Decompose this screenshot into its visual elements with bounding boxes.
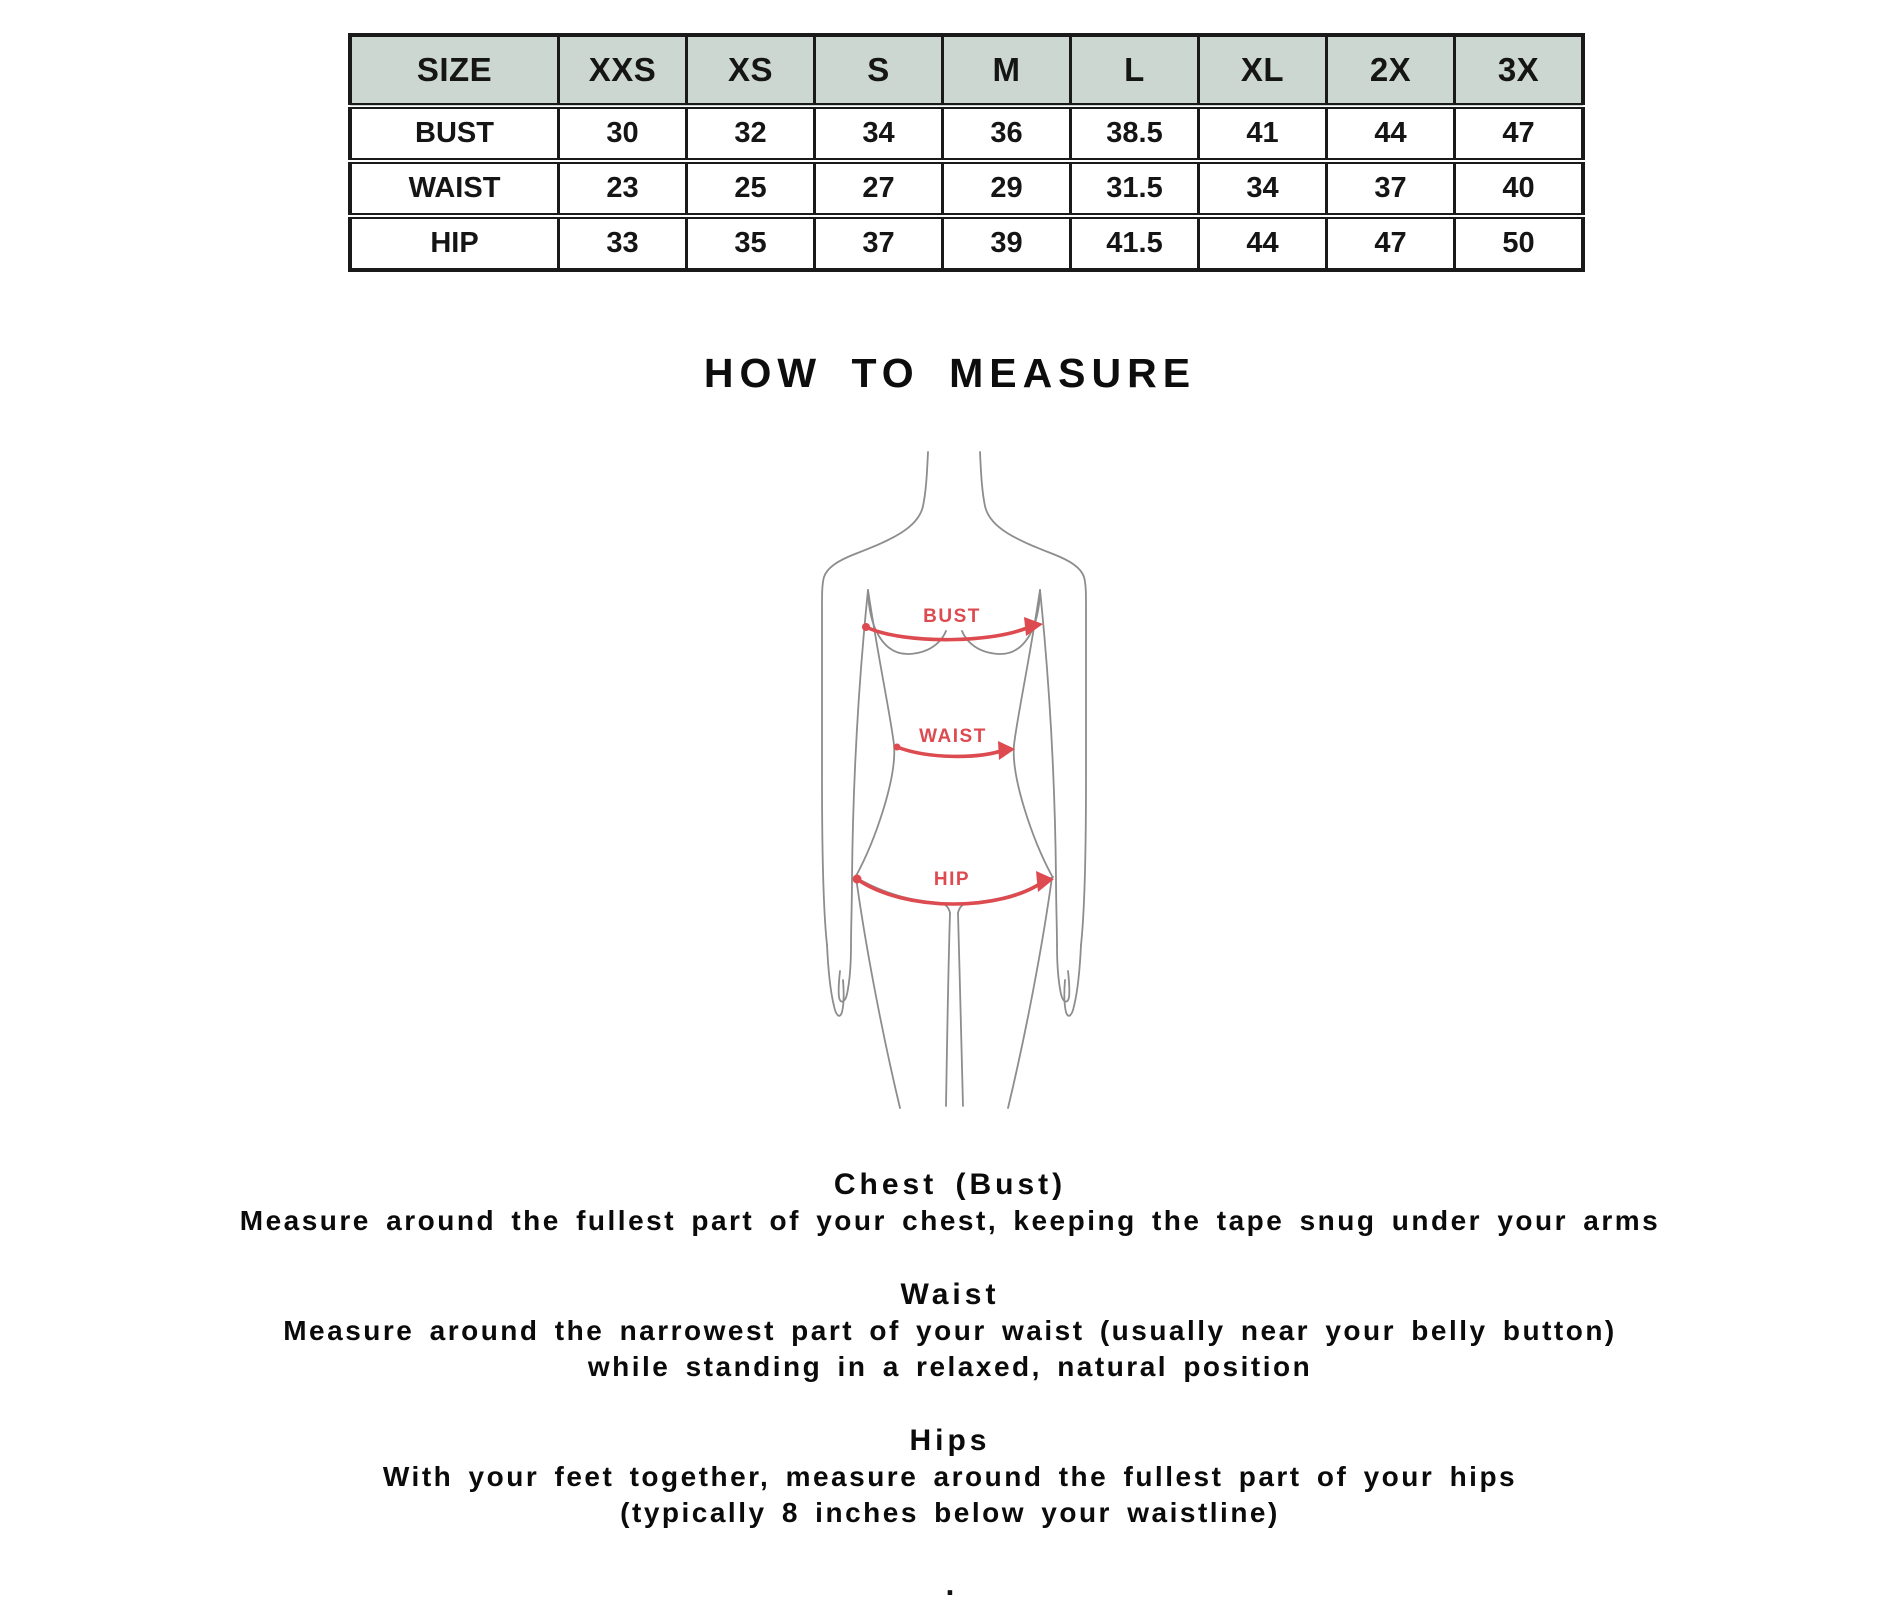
right-outer-leg: [1008, 877, 1052, 1108]
size-column-header: 3X: [1455, 35, 1584, 106]
waist-measure-arrow: [897, 747, 1004, 756]
right-torso-side: [1014, 590, 1052, 876]
footer-dot: .: [945, 1566, 955, 1600]
measurement-value-cell: 40: [1455, 161, 1584, 216]
measurement-value-cell: 35: [687, 216, 815, 270]
measurement-value-cell: 41: [1199, 106, 1327, 161]
measurement-value-cell: 39: [943, 216, 1071, 270]
table-row: [350, 216, 1583, 270]
measurement-value-cell: 29: [943, 161, 1071, 216]
right-inner-arm: [1040, 590, 1057, 945]
outline-left-neck-arm: [822, 452, 928, 945]
measurement-value-cell: 27: [815, 161, 943, 216]
size-column-header: XXS: [559, 35, 687, 106]
row-label-cell: WAIST: [350, 161, 559, 216]
how-to-measure-heading: HOW TO MEASURE: [703, 350, 1197, 396]
table-row: [350, 106, 1583, 161]
body-figure: [752, 448, 1152, 1148]
size-column-header: XS: [687, 35, 815, 106]
bust-arrow-dot: [862, 623, 870, 631]
header-row: [350, 35, 1583, 106]
row-label-cell: HIP: [350, 216, 559, 270]
section-text-line: while standing in a relaxed, natural position: [587, 1351, 1313, 1382]
size-column-header: L: [1071, 35, 1199, 106]
measurement-value-cell: 44: [1199, 216, 1327, 270]
measurement-value-cell: 41.5: [1071, 216, 1199, 270]
size-column-header: S: [815, 35, 943, 106]
measurement-value-cell: 36: [943, 106, 1071, 161]
section-title: Waist: [900, 1278, 1000, 1311]
size-column-header: 2X: [1327, 35, 1455, 106]
measurement-value-cell: 30: [559, 106, 687, 161]
hip-label: HIP: [933, 869, 971, 890]
bust-label: BUST: [923, 606, 981, 627]
size-column-header: XL: [1199, 35, 1327, 106]
waist-arrowhead: [998, 741, 1015, 760]
size-chart-table: [348, 33, 1585, 272]
table-row: [350, 161, 1583, 216]
measure-arrow-marks: [853, 606, 1055, 892]
measurement-value-cell: 34: [1199, 161, 1327, 216]
measurement-value-cell: 44: [1327, 106, 1455, 161]
row-label-cell: BUST: [350, 106, 559, 161]
bust-measure-arrow: [866, 626, 1031, 640]
measurement-value-cell: 38.5: [1071, 106, 1199, 161]
measurement-value-cell: 37: [1327, 161, 1455, 216]
left-outer-leg: [856, 877, 900, 1108]
outline-right-neck-arm: [980, 452, 1086, 945]
measurement-value-cell: 33: [559, 216, 687, 270]
measurement-value-cell: 25: [687, 161, 815, 216]
measurement-value-cell: 32: [687, 106, 815, 161]
right-thumb: [1057, 945, 1069, 1002]
measurement-value-cell: 47: [1455, 106, 1584, 161]
body-figure-svg: [752, 448, 1152, 1148]
left-inner-arm: [851, 590, 868, 945]
right-inner-leg: [958, 913, 963, 1106]
measurement-value-cell: 23: [559, 161, 687, 216]
measure-section: [0, 1167, 1900, 1239]
section-text-line: Measure around the fullest part of your chest, keeping the tape snug under your arms: [239, 1205, 1661, 1236]
measurement-value-cell: 50: [1455, 216, 1584, 270]
measure-section: [0, 1423, 1900, 1531]
figure-outline: [822, 452, 1086, 1108]
measurement-value-cell: 31.5: [1071, 161, 1199, 216]
measure-arrows: [857, 626, 1044, 904]
measurement-value-cell: 47: [1327, 216, 1455, 270]
measurement-value-cell: 34: [815, 106, 943, 161]
left-hand: [827, 945, 844, 1016]
size-column-header: M: [943, 35, 1071, 106]
section-title: Hips: [909, 1424, 991, 1457]
measure-section: [0, 1277, 1900, 1385]
left-thumb: [839, 945, 851, 1002]
size-header-cell: SIZE: [350, 35, 559, 106]
section-text-line: (typically 8 inches below your waistline): [620, 1497, 1280, 1528]
size-chart-header: [350, 35, 1583, 106]
left-inner-leg: [946, 913, 950, 1106]
size-chart-body: [350, 106, 1583, 270]
section-text-line: Measure around the narrowest part of your waist (usually near your belly button): [283, 1315, 1617, 1346]
section-title: Chest (Bust): [833, 1168, 1067, 1201]
waist-arrow-dot: [894, 744, 901, 751]
waist-label: WAIST: [919, 726, 987, 747]
measure-instructions: [0, 1167, 1900, 1569]
measurement-value-cell: 37: [815, 216, 943, 270]
hip-arrow-dot: [853, 875, 862, 884]
section-text-line: With your feet together, measure around the fullest part of your hips: [382, 1461, 1518, 1492]
right-hand: [1064, 945, 1081, 1016]
